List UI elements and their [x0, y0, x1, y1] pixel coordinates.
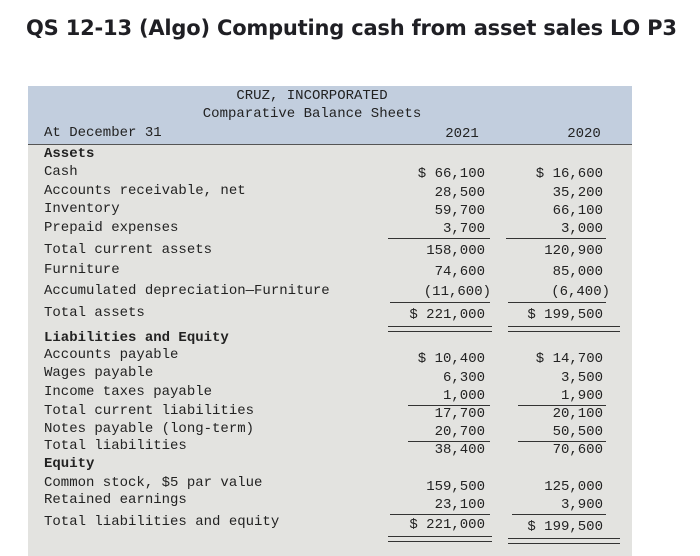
double-underline-ta-2021 [388, 326, 492, 332]
row-label-ar: Accounts receivable, net [44, 183, 246, 199]
value-2020-re: 3,900 [560, 497, 603, 513]
value-2021-re: 23,100 [434, 497, 485, 513]
value-2020-tle: $ 199,500 [527, 519, 603, 535]
value-2020-tl: 70,600 [552, 442, 603, 458]
row-label-tca: Total current assets [44, 242, 213, 258]
value-2020-notes: 50,500 [552, 424, 603, 440]
row-label-furniture: Furniture [44, 262, 120, 278]
value-2021-cash: $ 66,100 [417, 166, 485, 182]
value-2020-accdep: (6,400) [551, 284, 610, 300]
row-label-tle: Total liabilities and equity [44, 514, 280, 530]
value-2021-accdep: (11,600) [423, 284, 491, 300]
row-label-tcl: Total current liabilities [44, 403, 255, 419]
value-2020-ap: $ 14,700 [535, 351, 603, 367]
value-2020-cs: 125,000 [544, 479, 603, 495]
value-2021-furniture: 74,600 [434, 264, 485, 280]
row-label-cash: Cash [44, 164, 78, 180]
row-label-tl: Total liabilities [44, 438, 187, 454]
value-2021-cs: 159,500 [426, 479, 485, 495]
row-label-accdep: Accumulated depreciation—Furniture [44, 283, 330, 299]
tle-line-2020 [512, 514, 606, 515]
value-2021-tle: $ 221,000 [409, 517, 485, 533]
section-liabilities-equity: Liabilities and Equity [44, 330, 229, 346]
row-label-cs: Common stock, $5 par value [44, 475, 263, 491]
row-label-ap: Accounts payable [44, 347, 179, 363]
value-2020-cash: $ 16,600 [535, 166, 603, 182]
double-underline-ta-2020 [508, 326, 620, 332]
value-2021-ap: $ 10,400 [417, 351, 485, 367]
year-2020-header: 2020 [567, 126, 601, 142]
subtotal-line-2020 [506, 238, 606, 239]
double-underline-tle-2021 [388, 536, 492, 542]
value-2020-prepaid: 3,000 [560, 221, 603, 237]
value-2020-tca: 120,900 [544, 243, 603, 259]
value-2020-taxes: 1,900 [560, 388, 603, 404]
value-2021-wages: 6,300 [442, 370, 485, 386]
row-label-wages: Wages payable [44, 365, 154, 381]
total-assets-line-2020 [508, 302, 606, 303]
section-equity: Equity [44, 456, 95, 472]
header-divider [28, 144, 632, 145]
value-2021-inventory: 59,700 [434, 203, 485, 219]
value-2021-tl: 38,400 [434, 442, 485, 458]
company-name: CRUZ, INCORPORATED [236, 88, 388, 104]
value-2021-tcl: 17,700 [434, 406, 485, 422]
value-2020-ar: 35,200 [552, 185, 603, 201]
total-assets-line-2021 [390, 302, 490, 303]
year-2021-header: 2021 [445, 126, 479, 142]
section-assets: Assets [44, 146, 95, 162]
tle-line-2021 [390, 514, 490, 515]
row-label-prepaid: Prepaid expenses [44, 220, 179, 236]
value-2021-prepaid: 3,700 [442, 221, 485, 237]
value-2021-tca: 158,000 [426, 243, 485, 259]
value-2020-tcl: 20,100 [552, 406, 603, 422]
row-label-re: Retained earnings [44, 492, 187, 508]
value-2021-ta: $ 221,000 [409, 307, 485, 323]
value-2021-notes: 20,700 [434, 424, 485, 440]
row-label-notes: Notes payable (long-term) [44, 421, 255, 437]
balance-sheet-table [28, 86, 632, 556]
row-label-ta: Total assets [44, 305, 145, 321]
value-2021-ar: 28,500 [434, 185, 485, 201]
value-2020-furniture: 85,000 [552, 264, 603, 280]
page-title: QS 12-13 (Algo) Computing cash from asset sales LO P3 [26, 16, 677, 40]
value-2021-taxes: 1,000 [442, 388, 485, 404]
row-label-inventory: Inventory [44, 201, 120, 217]
double-underline-tle-2020 [508, 538, 620, 544]
subtotal-line-2021 [388, 238, 490, 239]
date-label: At December 31 [44, 125, 162, 141]
value-2020-ta: $ 199,500 [527, 307, 603, 323]
value-2020-wages: 3,500 [560, 370, 603, 386]
value-2020-inventory: 66,100 [552, 203, 603, 219]
row-label-taxes: Income taxes payable [44, 384, 213, 400]
statement-name: Comparative Balance Sheets [202, 106, 422, 122]
